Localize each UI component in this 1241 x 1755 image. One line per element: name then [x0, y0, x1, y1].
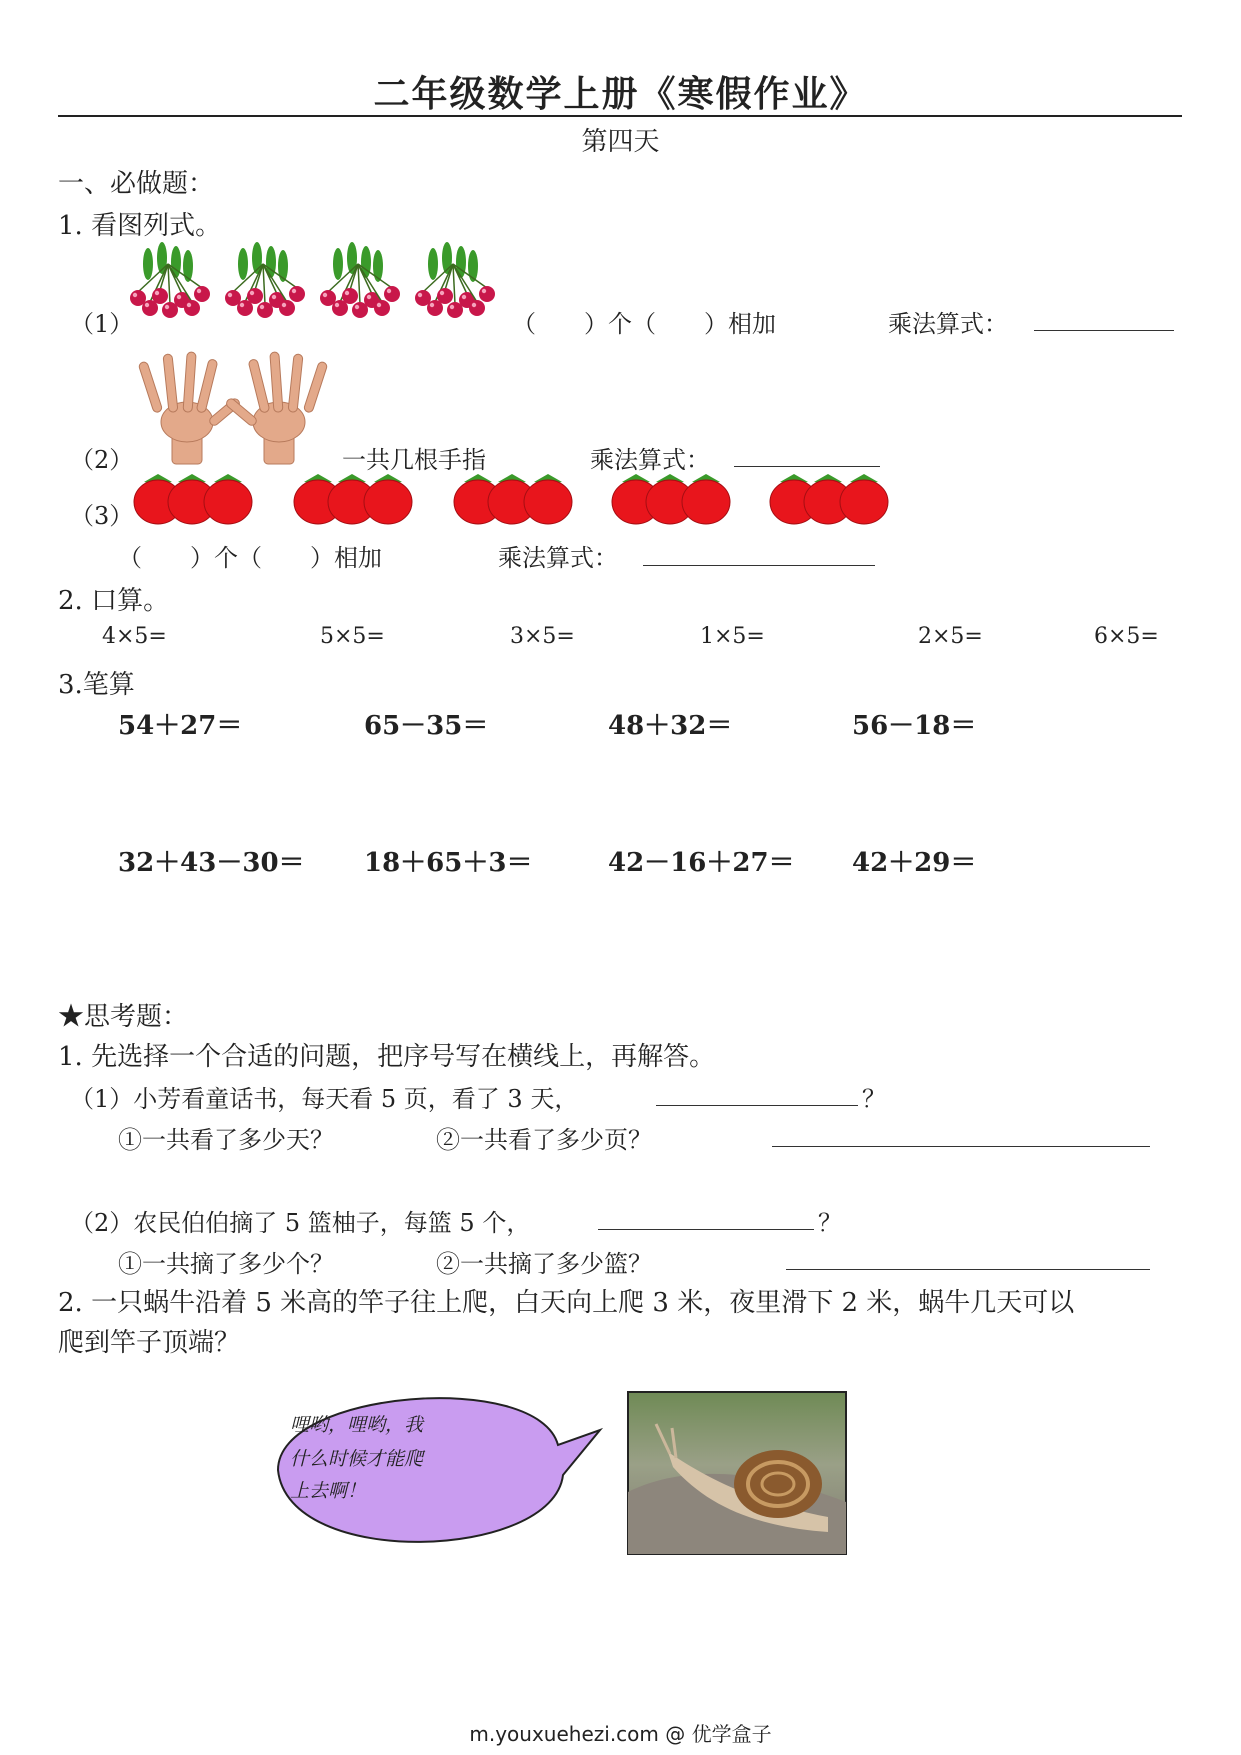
snail-photo: [628, 1392, 846, 1554]
section2-heading: ★思考题：: [58, 1002, 189, 1032]
s2-q1-p2-text: （2）农民伯伯摘了 5 篮柚子，每篮 5 个，: [70, 1209, 531, 1237]
q2-item: 1×5=: [700, 624, 765, 649]
s2-q2-line1: 2. 一只蜗牛沿着 5 米高的竿子往上爬，白天向上爬 3 米，夜里滑下 2 米，蜗牛几天可以: [58, 1288, 1075, 1318]
bubble-text-line: 哩哟，哩哟，我: [290, 1414, 424, 1436]
s2-q1-p1-question-line[interactable]: [656, 1105, 858, 1106]
q3-item: 65－35＝: [364, 711, 489, 741]
speech-bubble: [228, 1350, 628, 1590]
q2-label: 2. 口算。: [58, 586, 170, 616]
s2-q1-p1-end: ？: [862, 1085, 886, 1113]
q3-item: 18＋65＋3＝: [364, 848, 533, 878]
bubble-text-line: 什么时候才能爬: [290, 1448, 424, 1470]
q1-p1-answer-line[interactable]: [1034, 330, 1174, 331]
s2-q1-p1-answer-line[interactable]: [772, 1146, 1150, 1147]
s2-q1-p1-option2: ②一共看了多少页？: [436, 1126, 652, 1154]
q1-p2-formula-label: 乘法算式：: [590, 446, 710, 474]
q1-p3-blank-text: （ ）个（ ）相加: [118, 544, 382, 572]
cherry-bunch-icon: [415, 242, 495, 318]
q2-item: 4×5=: [102, 624, 167, 649]
q1-p1-formula-label: 乘法算式：: [888, 310, 1008, 338]
q1-p3-number: （3）: [70, 502, 134, 530]
q2-item: 2×5=: [918, 624, 983, 649]
cherry-bunch-icon: [320, 242, 400, 318]
q1-label: 1. 看图列式。: [58, 211, 222, 241]
s2-q2-line2: 爬到竿子顶端？: [58, 1328, 241, 1358]
q2-item: 6×5=: [1094, 624, 1159, 649]
s2-q1-p1-text: （1）小芳看童话书，每天看 5 页，看了 3 天，: [70, 1085, 579, 1113]
q1-p2-answer-line[interactable]: [734, 466, 880, 467]
section1-heading: 一、必做题：: [58, 169, 215, 199]
cherry-picture: [130, 240, 510, 335]
footer-watermark: m.youxuehezi.com @ 优学盒子: [469, 1722, 772, 1746]
cherry-bunch-icon: [225, 242, 305, 318]
hands-picture: [132, 352, 340, 464]
q2-item: 3×5=: [510, 624, 575, 649]
right-hand-icon: [225, 352, 328, 464]
s2-q1-p2-option2: ②一共摘了多少篮？: [436, 1250, 652, 1278]
s2-q1-p2-answer-line[interactable]: [786, 1269, 1150, 1270]
cherry-bunch-icon: [130, 242, 210, 318]
strawberry-group-icon: [770, 474, 888, 524]
q1-p1-number: （1）: [70, 310, 134, 338]
q1-p3-formula-label: 乘法算式：: [498, 544, 618, 572]
s2-q1-p2-end: ？: [818, 1209, 842, 1237]
bubble-text-line: 上去啊！: [290, 1480, 367, 1502]
strawberry-group-icon: [454, 474, 572, 524]
strawberry-picture: [132, 472, 922, 528]
page-title: 二年级数学上册《寒假作业》: [373, 74, 868, 115]
q3-item: 42－16＋27＝: [608, 848, 795, 878]
q3-item: 42＋29＝: [852, 848, 977, 878]
q3-label: 3.笔算: [58, 670, 135, 700]
strawberry-group-icon: [612, 474, 730, 524]
strawberry-group-icon: [294, 474, 412, 524]
page-subtitle: 第四天: [581, 127, 660, 157]
s2-q1-p2-option1: ①一共摘了多少个？: [118, 1250, 334, 1278]
q3-item: 56－18＝: [852, 711, 977, 741]
q3-item: 54＋27＝: [118, 711, 243, 741]
q1-p3-answer-line[interactable]: [643, 565, 875, 566]
q2-item: 5×5=: [320, 624, 385, 649]
q3-item: 48＋32＝: [608, 711, 733, 741]
q1-p2-number: （2）: [70, 446, 134, 474]
q1-p1-blank-text: （ ）个（ ）相加: [512, 310, 776, 338]
strawberry-group-icon: [134, 474, 252, 524]
q1-p2-question: 一共几根手指: [342, 446, 486, 474]
title-rule: [58, 115, 1182, 117]
q3-item: 32＋43－30＝: [118, 848, 305, 878]
left-hand-icon: [138, 352, 241, 464]
s2-q1-label: 1. 先选择一个合适的问题，把序号写在横线上，再解答。: [58, 1042, 716, 1072]
s2-q1-p1-option1: ①一共看了多少天？: [118, 1126, 334, 1154]
s2-q1-p2-question-line[interactable]: [598, 1229, 814, 1230]
